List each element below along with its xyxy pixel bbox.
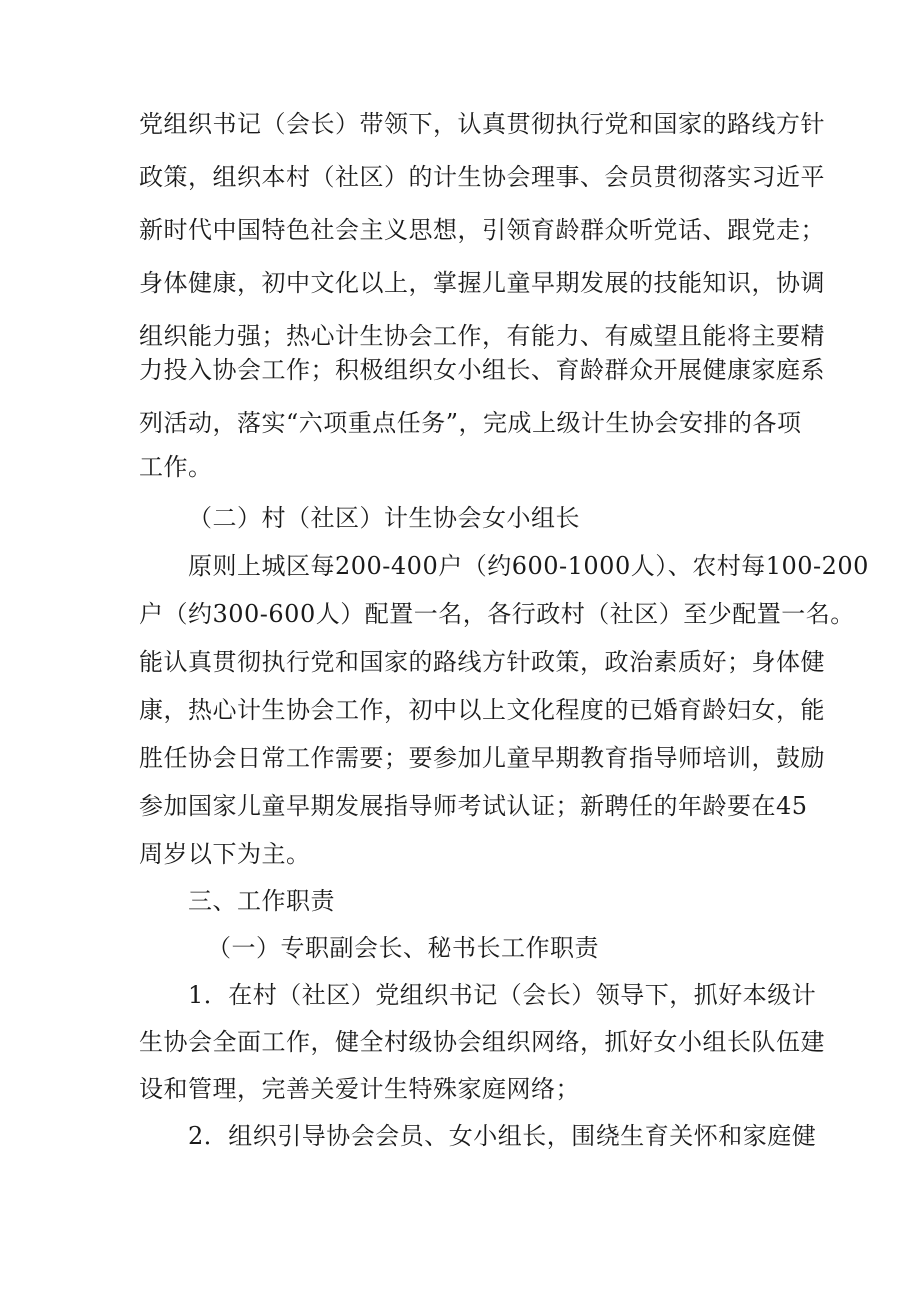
paragraph-line: 参加国家儿童早期发展指导师考试认证；新聘任的年龄要在45 xyxy=(139,792,808,820)
paragraph-line: 工作。 xyxy=(139,453,213,481)
paragraph-line: 力投入协会工作；积极组织女小组长、育龄群众开展健康家庭系 xyxy=(139,356,825,384)
paragraph-line: 新时代中国特色社会主义思想，引领育龄群众听党话、跟党走； xyxy=(139,216,825,244)
paragraph-line: 原则上城区每200-400户（约600-1000人）、农村每100-200 xyxy=(188,552,869,580)
list-item-line: 1．在村（社区）党组织书记（会长）领导下，抓好本级计 xyxy=(188,981,817,1009)
paragraph-line: 政策，组织本村（社区）的计生协会理事、会员贯彻落实习近平 xyxy=(139,163,825,191)
subsection-heading: （一）专职副会长、秘书长工作职责 xyxy=(207,934,599,962)
paragraph-line: 党组织书记（会长）带领下，认真贯彻执行党和国家的路线方针 xyxy=(139,110,825,138)
paragraph-line: 能认真贯彻执行党和国家的路线方针政策，政治素质好；身体健 xyxy=(139,648,825,676)
paragraph-line: 周岁以下为主。 xyxy=(139,840,311,868)
paragraph-line: 列活动，落实“六项重点任务”，完成上级计生协会安排的各项 xyxy=(139,409,802,437)
paragraph-line: 身体健康，初中文化以上，掌握儿童早期发展的技能知识，协调 xyxy=(139,269,825,297)
paragraph-line: 组织能力强；热心计生协会工作，有能力、有威望且能将主要精 xyxy=(139,322,825,350)
section-heading: 三、工作职责 xyxy=(188,887,335,915)
paragraph-line: 户（约300-600人）配置一名，各行政村（社区）至少配置一名。 xyxy=(139,600,855,628)
list-item-line: 生协会全面工作，健全村级协会组织网络，抓好女小组长队伍建 xyxy=(139,1028,825,1056)
paragraph-line: 康，热心计生协会工作，初中以上文化程度的已婚育龄妇女，能 xyxy=(139,696,825,724)
list-item-line: 设和管理，完善关爱计生特殊家庭网络； xyxy=(139,1075,580,1103)
list-item-line: 2．组织引导协会会员、女小组长，围绕生育关怀和家庭健 xyxy=(188,1122,817,1150)
section-heading: （二）村（社区）计生协会女小组长 xyxy=(188,504,580,532)
paragraph-line: 胜任协会日常工作需要；要参加儿童早期教育指导师培训，鼓励 xyxy=(139,744,825,772)
